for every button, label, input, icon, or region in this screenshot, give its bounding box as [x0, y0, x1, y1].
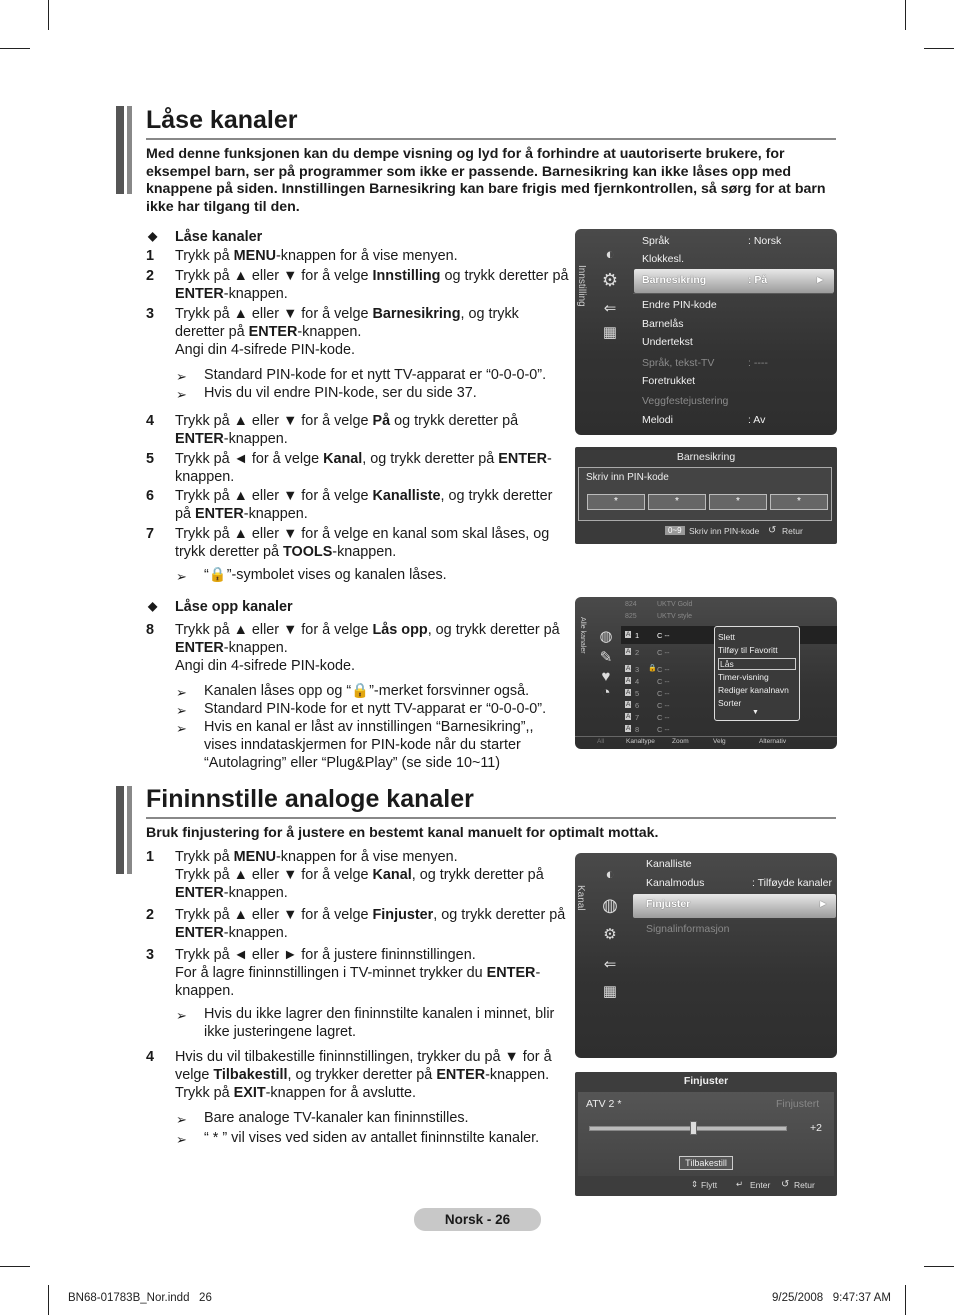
finetune-slider-knob[interactable]: [690, 1121, 697, 1135]
menu-item[interactable]: Barnesikring: [642, 274, 707, 286]
pin-digit-1[interactable]: *: [587, 494, 645, 510]
table-row[interactable]: [625, 677, 715, 688]
crop-mark: [0, 1266, 30, 1267]
picture-icon: ◐: [605, 246, 615, 263]
crop-mark: [924, 1266, 954, 1267]
channel-icon: ◍: [602, 895, 618, 915]
step-4: 4 Trykk på ▲ eller ▼ for å velge På og trykk deretter på ENTER-knappen.: [146, 413, 519, 447]
pin-screen: [575, 447, 837, 544]
footer-hint: Zoom: [672, 738, 689, 745]
finetune-title: Finjuster: [683, 1075, 729, 1087]
file-name: BN68-01783B_Nor.indd 26: [68, 1292, 212, 1304]
separator: [575, 736, 837, 737]
channel-name: C --: [657, 677, 670, 686]
hint-return: Retur: [782, 526, 803, 536]
channel-name: C --: [657, 725, 670, 734]
channel-number: 3: [635, 665, 640, 674]
menu-item[interactable]: Melodi: [642, 414, 673, 426]
chevron-right-icon: ►: [815, 274, 826, 286]
crop-mark: [905, 0, 906, 30]
pin-digit-2[interactable]: *: [648, 494, 706, 510]
menu-item-fine-tune[interactable]: Finjuster: [646, 898, 691, 910]
application-icon: ▦: [602, 324, 618, 341]
note: ➢ Hvis du ikke lagrer den fininnstilte kanalen i minnet, blir ikke justeringene lagret.: [176, 1006, 555, 1040]
menu-value: : Av: [748, 414, 766, 426]
bullet-label: Låse opp kanaler: [175, 599, 293, 615]
menu-item[interactable]: Foretrukket: [642, 375, 696, 387]
menu-item: Veggfestejustering: [642, 395, 729, 407]
bullet-lock-heading: [146, 229, 262, 245]
side-label: Kanal: [575, 885, 586, 911]
side-label: Innstilling: [576, 265, 587, 307]
input-icon: ⇐: [603, 956, 617, 973]
menu-item[interactable]: Språk: [642, 235, 670, 247]
note: ➢ Hvis du vil endre PIN-kode, ser du side 37.: [176, 385, 477, 402]
arrow-note-icon: ➢: [176, 1112, 187, 1127]
footer-hint: Kanaltype: [626, 738, 655, 745]
menu-item[interactable]: Endre PIN-kode: [642, 299, 717, 311]
step-3-finetune: 3 Trykk på ◄ eller ► for å justere fininnstillingen. For å lagre fininnstillingen i TV-minnet trykker du ENTER-knappen.: [146, 947, 541, 999]
footer-hint: Alternativ: [759, 738, 787, 745]
note: ➢ “🔒”-symbolet vises og kanalen låses.: [176, 567, 447, 584]
finetune-status: Finjustert: [776, 1098, 820, 1110]
hint-return: Retur: [794, 1180, 815, 1190]
channel-name: UKTV Gold: [657, 601, 693, 608]
title-rule: [146, 817, 836, 819]
table-row[interactable]: [625, 648, 715, 659]
pin-digit-3[interactable]: *: [709, 494, 767, 510]
step-5: 5 Trykk på ◄ for å velge Kanal, og trykk deretter på ENTER-knappen.: [146, 451, 552, 485]
table-row[interactable]: [625, 725, 715, 736]
menu-screen-channel: [575, 853, 837, 1058]
gear-icon: ⚙: [603, 926, 617, 943]
note: ➢ Bare analoge TV-kanaler kan fininnstilles.: [176, 1110, 469, 1127]
section-intro-finetune: Bruk finjustering for å justere en bestemt kanal manuelt for optimalt mottak.: [146, 825, 659, 841]
crop-mark: [905, 1285, 906, 1315]
chevron-down-icon[interactable]: ▼: [752, 709, 759, 716]
menu-item[interactable]: Tilføy til Favoritt: [718, 645, 778, 655]
channel-name: C --: [657, 631, 670, 640]
pin-title: Barnesikring: [676, 451, 736, 463]
gear-icon: ⚙: [601, 270, 619, 290]
analog-badge: A: [626, 648, 631, 655]
menu-screen-setup: [575, 229, 837, 435]
favorite-icon: ♥: [601, 668, 611, 685]
arrow-note-icon: ➢: [176, 1132, 187, 1147]
note: ➢ Standard PIN-kode for et nytt TV-apparat er “0-0-0-0”.: [176, 701, 547, 718]
arrow-note-icon: ➢: [176, 703, 187, 718]
note: ➢ “ * ” vil vises ved siden av antallet fininnstilte kanaler.: [176, 1130, 540, 1147]
channel-number: 7: [635, 713, 640, 722]
channel-number: 4: [635, 677, 640, 686]
section-bar: [116, 786, 124, 874]
channel-number: 824: [625, 601, 637, 608]
step-8: 8 Trykk på ▲ eller ▼ for å velge Lås opp, og trykk deretter på ENTER-knappen. Angi din 4-sifrede PIN-kode.: [146, 622, 560, 674]
application-icon: ▦: [602, 983, 618, 1000]
note: ➢ Hvis en kanal er låst av innstillingen “Barnesikring”,, vises inndataskjermen for PIN-kode når du starter “Autolagring” eller “Plug&Play” (se side 10~11): [176, 719, 534, 771]
input-icon: ⇐: [603, 300, 617, 317]
menu-item: Språk, tekst-TV: [642, 357, 715, 369]
crop-mark: [924, 48, 954, 49]
analog-badge: A: [626, 701, 631, 708]
menu-item[interactable]: Slett: [718, 632, 736, 642]
lock-icon: 🔒: [648, 665, 657, 672]
step-7: 7 Trykk på ▲ eller ▼ for å velge en kanal som skal låses, og trykk deretter på TOOLS-knappen.: [146, 526, 550, 560]
hint-move: Flytt: [701, 1180, 718, 1190]
menu-value: : ----: [748, 357, 768, 369]
channel-icon: ◍: [599, 628, 613, 645]
channel-number: 6: [635, 701, 640, 710]
channel-number: 8: [635, 725, 640, 734]
picture-icon: ◐: [605, 866, 615, 883]
channel-list-screen: [575, 597, 837, 749]
step-2: 2 Trykk på ▲ eller ▼ for å velge Innstilling og trykk deretter på ENTER-knappen.: [146, 268, 569, 302]
lock-icon: 🔒: [208, 567, 227, 583]
print-date: 9/25/2008 9:47:37 AM: [772, 1292, 891, 1304]
menu-value: : Norsk: [748, 235, 782, 247]
menu-item[interactable]: Timer-visning: [718, 672, 769, 682]
channel-name: C --: [657, 648, 670, 657]
step-2-finetune: 2 Trykk på ▲ eller ▼ for å velge Finjuster, og trykk deretter på ENTER-knappen.: [146, 907, 566, 941]
analog-badge: A: [626, 631, 631, 638]
separator: [633, 293, 833, 294]
footer-hint: All: [597, 738, 605, 745]
menu-value: : På: [748, 274, 768, 286]
crop-mark: [48, 0, 49, 30]
arrow-note-icon: ➢: [176, 369, 187, 384]
menu-item[interactable]: Barnelås: [642, 318, 684, 330]
arrow-note-icon: ➢: [176, 685, 187, 700]
note: ➢ Standard PIN-kode for et nytt TV-apparat er “0-0-0-0”.: [176, 367, 547, 384]
finetune-screen: [575, 1072, 837, 1196]
section-bar: [127, 106, 132, 194]
section-title-finetune: Fininnstille analoge kanaler: [146, 785, 474, 813]
hint-enter: Enter: [750, 1180, 771, 1190]
analog-badge: A: [626, 713, 631, 720]
title-rule: [146, 138, 836, 140]
analog-badge: A: [626, 725, 631, 732]
lock-icon: 🔒: [351, 683, 370, 699]
step-1: 1 Trykk på MENU-knappen for å vise menyen.: [146, 248, 458, 264]
menu-item[interactable]: Sorter: [718, 698, 742, 708]
footer-hint: Velg: [713, 738, 726, 745]
hint-enter-pin: Skriv inn PIN-kode: [689, 526, 760, 536]
page-number: Norsk - 26: [414, 1208, 541, 1231]
channel-name: UKTV style: [657, 613, 693, 620]
note: ➢ Kanalen låses opp og “🔒”-merket forsvinner også.: [176, 683, 530, 700]
tools-popup: [714, 626, 800, 721]
channel-name: C --: [657, 665, 670, 674]
step-4-finetune: 4 Hvis du vil tilbakestille fininnstillingen, trykker du på ▼ for å velge Tilbakestill, og trykker deretter på ENTER-knappen. Trykk på EXIT-knappen for å avslutte.: [146, 1049, 552, 1101]
arrow-note-icon: ➢: [176, 1008, 187, 1023]
finetune-slider-track[interactable]: [589, 1126, 787, 1131]
finetune-channel: ATV 2 *: [586, 1098, 622, 1110]
enter-icon: ↵: [736, 1179, 744, 1189]
return-icon: ↺: [781, 1179, 790, 1190]
channel-name: C --: [657, 713, 670, 722]
section-title-lock: Låse kanaler: [146, 106, 298, 134]
crop-mark: [0, 48, 30, 49]
table-row[interactable]: [625, 665, 715, 676]
arrow-note-icon: ➢: [176, 387, 187, 402]
reset-button[interactable]: Tilbakestill: [679, 1156, 733, 1170]
crop-mark: [48, 1285, 49, 1315]
chevron-right-icon: ►: [818, 898, 829, 910]
channel-number: 2: [635, 648, 640, 657]
analog-badge: A: [626, 677, 631, 684]
return-icon: ↺: [768, 525, 777, 536]
arrow-note-icon: ➢: [176, 721, 187, 736]
menu-item[interactable]: Klokkesl.: [642, 253, 685, 265]
menu-value-channel-mode: : Tilføyde kanaler: [752, 877, 832, 889]
menu-item-channel-list[interactable]: Kanalliste: [646, 858, 692, 870]
table-row[interactable]: [625, 713, 715, 724]
move-icon: ⇕: [691, 1179, 699, 1189]
step-6: 6 Trykk på ▲ eller ▼ for å velge Kanalliste, og trykk deretter på ENTER-knappen.: [146, 488, 553, 522]
clock-icon: ◔: [601, 684, 611, 701]
finetune-value: +2: [810, 1122, 822, 1134]
table-row[interactable]: [625, 701, 715, 712]
table-row[interactable]: [625, 689, 715, 700]
bullet-label: Låse kanaler: [175, 229, 263, 245]
step-1-finetune: 1 Trykk på MENU-knappen for å vise menyen. Trykk på ▲ eller ▼ for å velge Kanal, og trykk deretter på ENTER-knappen.: [146, 849, 544, 901]
analog-badge: A: [626, 689, 631, 696]
channel-number: 1: [635, 631, 640, 640]
menu-item[interactable]: Lås: [718, 658, 796, 670]
section-intro-lock: Med denne funksjonen kan du dempe visning og lyd for å forhindre at uautoriserte brukere, for eksempel barn, ser på programmer som ikke er passende. Barnesikring kan ikke låses opp med knappene på siden. Innstillingen Barnesikring kan bare frigis med fjernkontrollen, så sørg for at barn ikke har tilgang til den.: [146, 146, 826, 215]
channel-name: C --: [657, 701, 670, 710]
pin-digit-4[interactable]: *: [770, 494, 828, 510]
arrow-note-icon: ➢: [176, 569, 187, 584]
diamond-icon: ◆: [148, 599, 158, 613]
menu-item[interactable]: Undertekst: [642, 336, 693, 348]
diamond-icon: ◆: [148, 229, 158, 243]
analog-badge: A: [626, 665, 631, 672]
channel-number: 825: [625, 613, 637, 620]
key-hint-badge: 0~9: [665, 526, 685, 535]
section-bar: [116, 106, 124, 194]
side-label: Alle kanaler: [579, 617, 586, 654]
tools-icon: ✎: [599, 649, 613, 666]
pin-box: [578, 467, 832, 521]
bullet-unlock-heading: [146, 599, 293, 615]
step-3: 3 Trykk på ▲ eller ▼ for å velge Barnesikring, og trykk deretter på ENTER-knappen. Angi din 4-sifrede PIN-kode.: [146, 306, 519, 358]
menu-item-channel-mode[interactable]: Kanalmodus: [646, 877, 705, 889]
channel-name: C --: [657, 689, 670, 698]
section-bar: [127, 786, 132, 874]
table-row[interactable]: [625, 631, 715, 642]
channel-number: 5: [635, 689, 640, 698]
menu-item[interactable]: Rediger kanalnavn: [718, 685, 789, 695]
menu-item-signal-info: Signalinformasjon: [646, 923, 730, 935]
pin-prompt: Skriv inn PIN-kode: [586, 472, 669, 483]
